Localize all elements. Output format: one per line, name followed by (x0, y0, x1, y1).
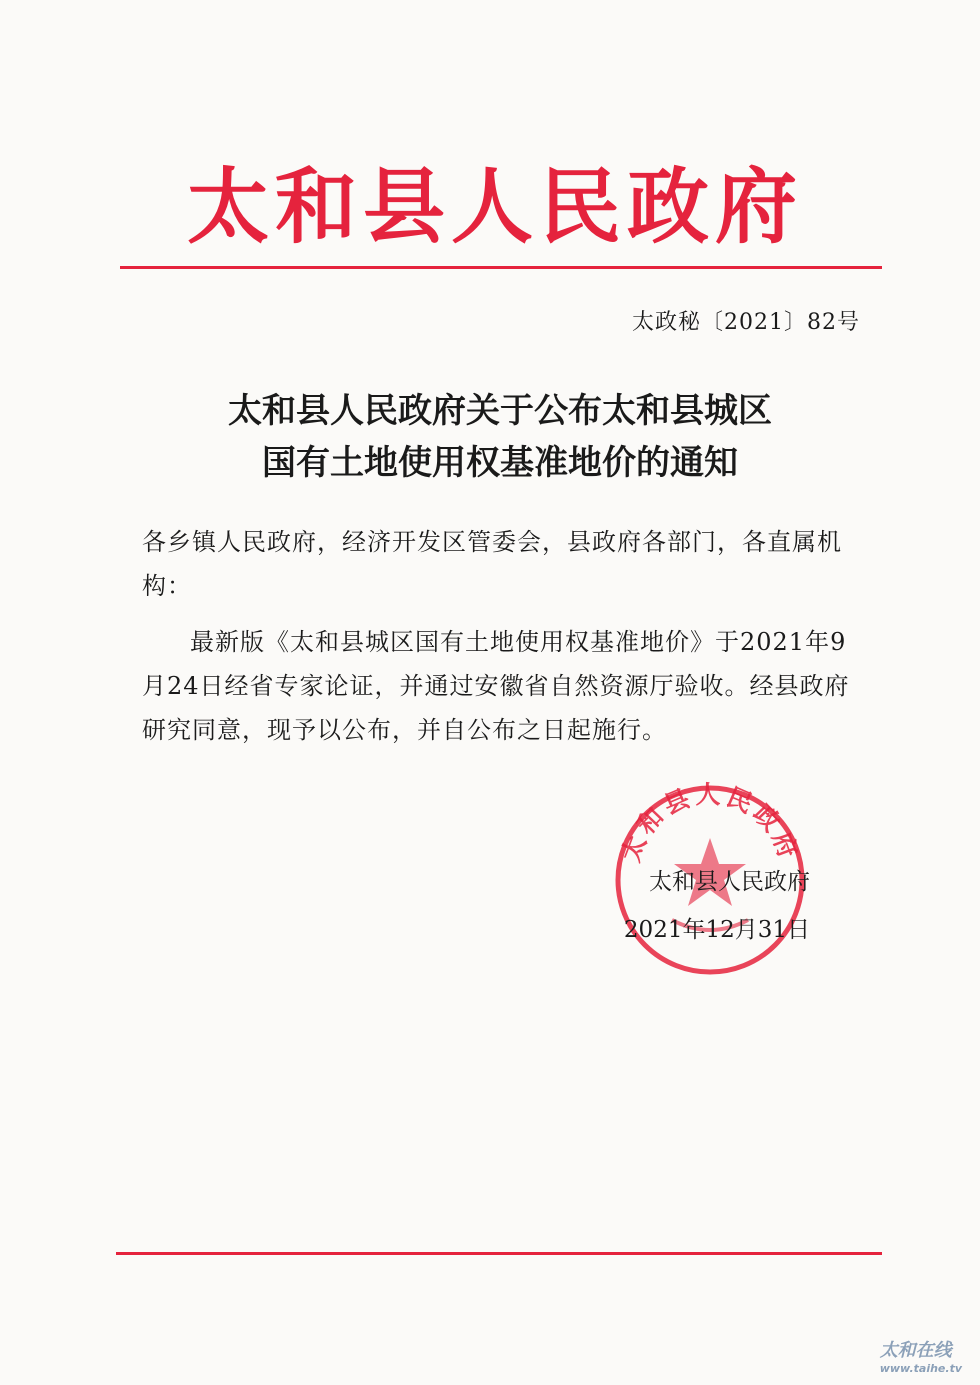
signature-block (624, 858, 810, 954)
watermark-logo-text: 太和在线 (879, 1340, 952, 1361)
notice-title-line-1: 太和县人民政府关于公布太和县城区 (228, 391, 772, 431)
footer-red-rule (116, 1252, 882, 1255)
signature-org: 太和县人民政府 (649, 869, 810, 895)
header-red-rule (120, 266, 882, 269)
org-header-title: 太和县人民政府 (186, 159, 803, 255)
recipients-paragraph: 各乡镇人民政府，经济开发区管委会，县政府各部门，各直属机构： (142, 528, 842, 600)
site-watermark (880, 1336, 962, 1375)
watermark-site: www.taihe.tv (879, 1362, 962, 1375)
notice-title (140, 385, 860, 489)
signature-date: 2021年12月31日 (623, 917, 810, 943)
notice-title-line-2: 国有土地使用权基准地价的通知 (262, 443, 738, 483)
body-paragraph: 最新版《太和县城区国有土地使用权基准地价》于2021年9月24日经省专家论证，并通过安徽省自然资源厅验收。经县政府研究同意，现予以公布，并自公布之日起施行。 (142, 628, 850, 744)
seal-text: 太和县人民政府 (615, 780, 805, 866)
document-number: 太政秘〔2021〕82号 (632, 310, 860, 335)
